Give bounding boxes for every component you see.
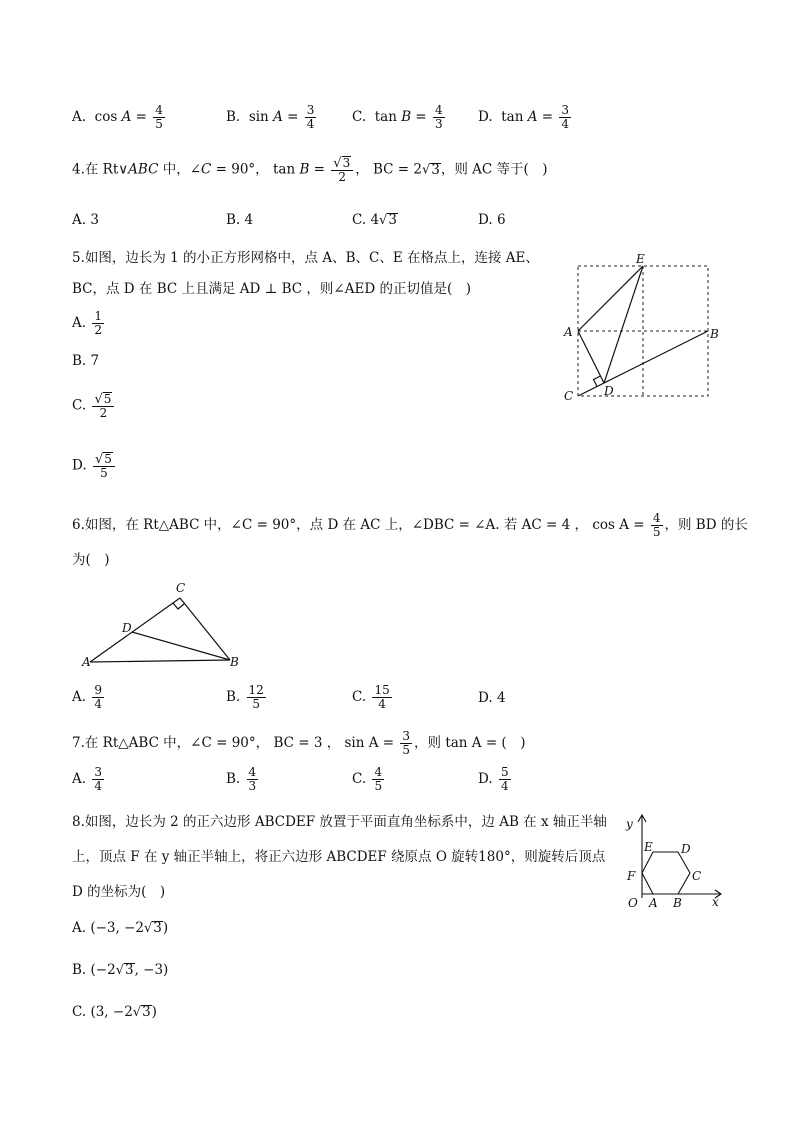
segment-ab <box>90 660 230 662</box>
q4-option-c[interactable]: C. 4√3 <box>352 212 397 228</box>
label-b: B <box>673 896 682 910</box>
q3-option-c[interactable]: C. tan B = $\frac{4}{3}$ <box>352 103 443 131</box>
q4-option-a[interactable]: A. 3 <box>72 212 99 228</box>
fraction: $\frac{4}{5}$ <box>155 103 163 131</box>
label-c: C <box>176 581 186 595</box>
q3-option-d[interactable]: D. tan A = $\frac{3}{4}$ <box>478 103 569 131</box>
label-d: D <box>681 842 691 856</box>
right-angle-mark <box>173 603 184 609</box>
fraction: $\frac{3}{4}$ <box>306 103 315 131</box>
label-e: E <box>636 252 645 266</box>
label-c: C <box>692 869 702 883</box>
segment-db <box>132 632 230 660</box>
segment-ad <box>578 331 604 383</box>
q8-option-a[interactable]: A. (−3, −2√3) <box>72 920 169 936</box>
q3-option-a[interactable]: A. cos A = $\frac{4}{5}$ <box>72 103 163 131</box>
q6-option-a[interactable]: A. $\frac{9}{4}$ <box>72 683 102 711</box>
q6-triangle-figure <box>72 576 247 676</box>
label-e: E <box>644 840 653 854</box>
q8-stem-line3: D 的坐标为( ) <box>72 884 166 900</box>
label-c: C <box>564 389 574 402</box>
q6-option-c[interactable]: C. $\frac{15}{4}$ <box>352 683 390 711</box>
function-name: tan <box>374 109 397 125</box>
q4-option-b[interactable]: B. 4 <box>226 212 254 228</box>
option-label: B. <box>226 109 241 125</box>
q6-stem-line1: 6.如图，在 Rt△ABC 中，∠C = 90°，点 D 在 AC 上，∠DBC = ∠A. 若 AC = 4 ， cos A = $\frac{4}{5}$ ，则 BD 的长 <box>72 511 748 539</box>
q6-option-b[interactable]: B. $\frac{12}{5}$ <box>226 683 264 711</box>
q8-stem-line2: 上，顶点 F 在 y 轴正半轴上，将正六边形 ABCDEF 绕原点 O 旋转180°，则旋转后顶点 <box>72 849 606 865</box>
q3-option-b[interactable]: B. sin A = $\frac{3}{4}$ <box>226 103 315 131</box>
function-name: tan <box>501 109 524 125</box>
q8-hexagon-figure <box>620 808 730 912</box>
option-label: C. <box>352 109 367 125</box>
fraction: $\frac{√5}{2}$ <box>92 392 114 420</box>
q7-stem: 7.在 Rt△ABC 中，∠C = 90°， BC = 3 ， sin A = $\frac{3}{5}$ ，则 tan A = ( ) <box>72 729 526 757</box>
fraction: $\frac{4}{5}$ <box>652 511 661 539</box>
q4-option-d[interactable]: D. 6 <box>478 212 506 228</box>
q6-option-d[interactable]: D. 4 <box>478 690 506 706</box>
variable: B <box>401 109 412 125</box>
q5-grid-figure <box>560 252 725 402</box>
fraction: $\frac{12}{5}$ <box>248 683 264 711</box>
function-name: sin <box>248 109 269 125</box>
fraction: $\frac{4}{3}$ <box>435 103 443 131</box>
q7-option-a[interactable]: A. $\frac{3}{4}$ <box>72 765 102 793</box>
q6-stem-line2: 为( ) <box>72 552 110 568</box>
label-o: O <box>628 896 638 910</box>
q8-option-b[interactable]: B. (−2√3, −3) <box>72 962 169 978</box>
q5-stem-line1: 5.如图，边长为 1 的小正方形网格中，点 A、B、C、E 在格点上，连接 AE、 <box>72 250 539 266</box>
fraction: $\frac{√5}{5}$ <box>93 452 115 480</box>
function-name: cos <box>94 109 118 125</box>
fraction: $\frac{3}{4}$ <box>94 765 102 793</box>
q7-option-d[interactable]: D. $\frac{5}{4}$ <box>478 765 509 793</box>
label-b: B <box>710 327 719 341</box>
segment-cb <box>180 598 230 660</box>
segment-ac <box>90 598 180 662</box>
q5-option-b[interactable]: B. 7 <box>72 353 100 369</box>
label-a: A <box>564 325 573 339</box>
q5-stem-line2: BC，点 D 在 BC 上且满足 AD ⊥ BC ，则∠AED 的正切值是( ) <box>72 281 471 297</box>
fraction: $\frac{4}{5}$ <box>374 765 383 793</box>
label-a: A <box>82 655 91 669</box>
fraction: $\frac{√3}{2}$ <box>331 156 353 184</box>
label-y: y <box>626 817 633 831</box>
q8-stem-line1: 8.如图，边长为 2 的正六边形 ABCDEF 放置于平面直角坐标系中，边 AB 在 x 轴正半轴 <box>72 814 607 830</box>
fraction: $\frac{3}{4}$ <box>561 103 569 131</box>
segment-ae <box>578 266 643 331</box>
option-label: A. <box>72 109 87 125</box>
label-d: D <box>122 621 132 635</box>
q5-option-d[interactable]: D. $\frac{√5}{5}$ <box>72 452 117 480</box>
q7-option-c[interactable]: C. $\frac{4}{5}$ <box>352 765 383 793</box>
fraction: $\frac{5}{4}$ <box>500 765 509 793</box>
label-b: B <box>230 655 239 669</box>
fraction: $\frac{1}{2}$ <box>94 309 102 337</box>
option-label: D. <box>478 109 493 125</box>
label-f: F <box>627 869 636 883</box>
q5-option-c[interactable]: C. $\frac{√5}{2}$ <box>72 392 116 420</box>
q7-option-b[interactable]: B. $\frac{4}{3}$ <box>226 765 257 793</box>
variable: A <box>527 109 538 125</box>
label-a: A <box>649 896 658 910</box>
q5-option-a[interactable]: A. $\frac{1}{2}$ <box>72 309 102 337</box>
q4-stem: 4.在 Rt∨ABC 中，∠C = 90°， tan B = $\frac{√3}{2}$ ， BC = 2√3，则 AC 等于( ) <box>72 156 548 184</box>
hexagon-abcdef <box>642 852 690 894</box>
fraction: $\frac{15}{4}$ <box>374 683 390 711</box>
label-x: x <box>712 895 719 909</box>
variable: A <box>121 109 132 125</box>
variable: A <box>273 109 283 125</box>
fraction: $\frac{3}{5}$ <box>402 729 411 757</box>
segment-ed <box>604 266 643 383</box>
fraction: $\frac{4}{3}$ <box>248 765 257 793</box>
fraction: $\frac{9}{4}$ <box>94 683 102 711</box>
label-d: D <box>604 384 614 398</box>
q8-option-c[interactable]: C. (3, −2√3) <box>72 1004 157 1020</box>
